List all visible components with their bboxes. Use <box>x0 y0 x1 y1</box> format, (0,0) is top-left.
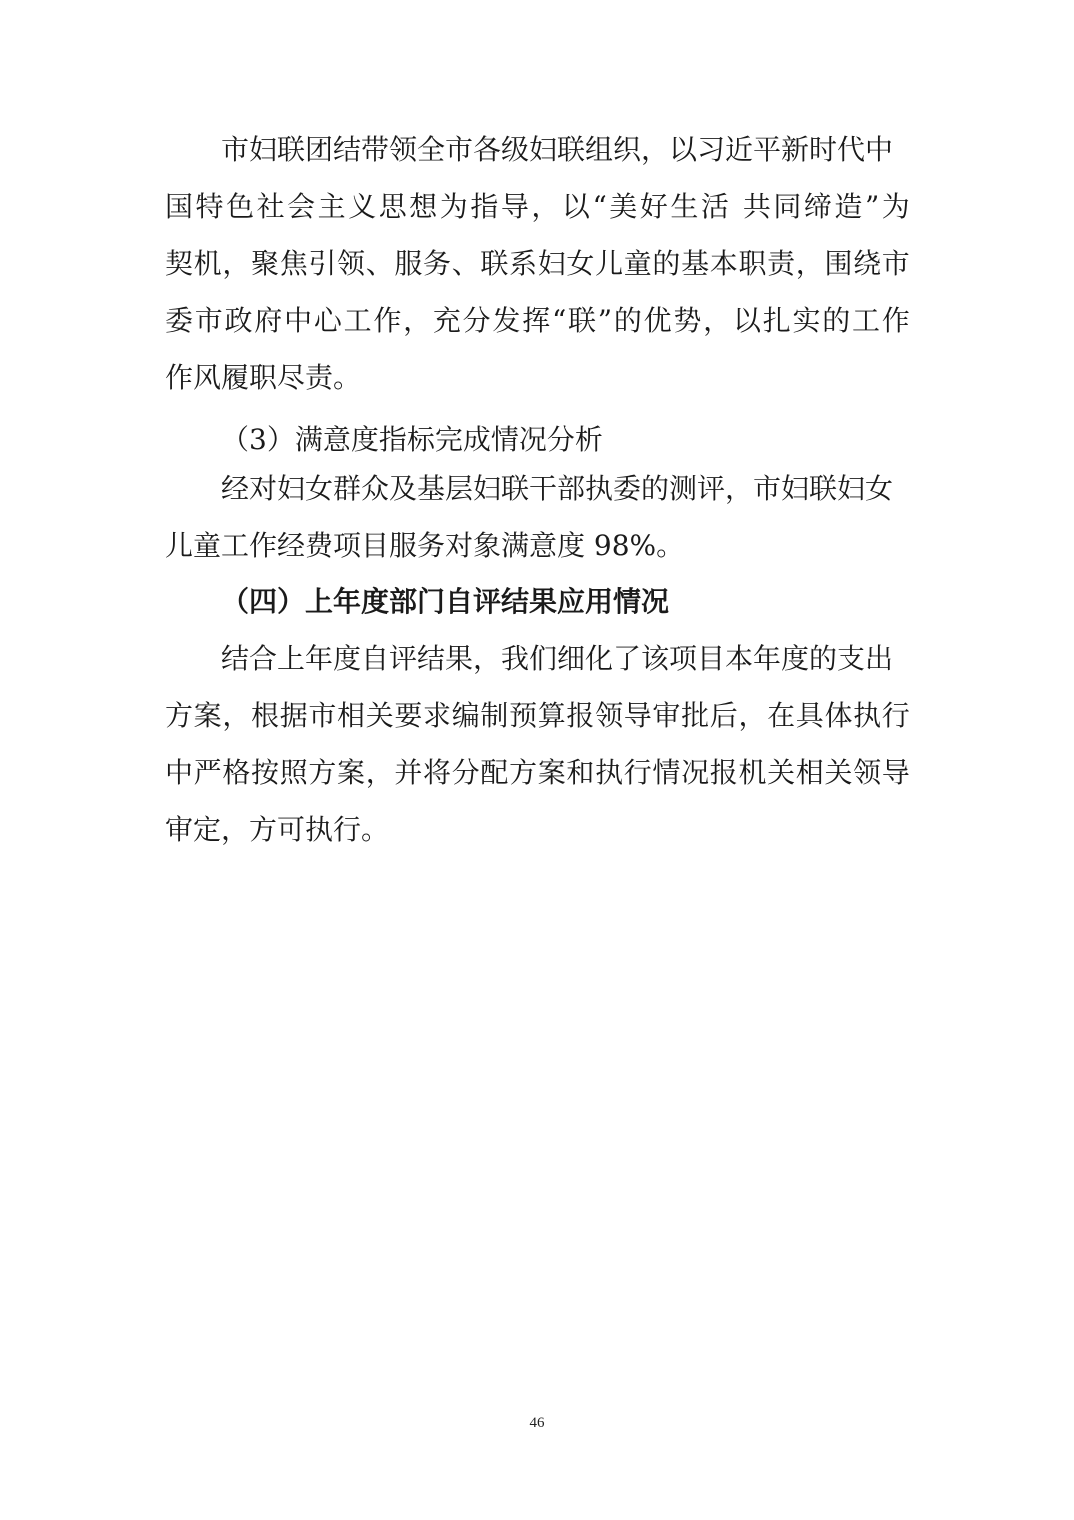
paragraph1-line-3: 契 机 ， 聚 焦 引 领 、 服 务 、 联 系 妇 女 儿 童 的 基 本 职 责 ， 围 绕 市 <box>165 247 910 280</box>
paragraph2-line-2: 儿童工作经费项目服务对象满意度 98%。 <box>165 529 685 562</box>
paragraph1-line-1: 市妇联团结带领全市各级妇联组织，以习近平新时代中 <box>221 133 894 166</box>
paragraph3-line-3: 中 严 格 按 照 方 案 ， 并 将 分 配 方 案 和 执 行 情 况 报 机 关 相 关 领 导 <box>165 756 910 789</box>
page-number: 46 <box>529 1415 545 1431</box>
paragraph3-line-4: 审定，方可执行。 <box>165 813 390 846</box>
paragraph2-line-1: 经对妇女群众及基层妇联干部执委的测评，市妇联妇女 <box>221 472 894 505</box>
subheading-satisfaction: （3）满意度指标完成情况分析 <box>221 423 603 456</box>
paragraph1-line-5: 作风履职尽责。 <box>165 361 362 394</box>
paragraph3-line-1: 结合上年度自评结果，我们细化了该项目本年度的支出 <box>221 642 894 675</box>
paragraph1-line-2: 国 特 色 社 会 主 义 思 想 为 指 导 ， 以 “ 美 好 生 活 共 同 缔 造 ” 为 <box>165 190 910 223</box>
section-heading: （四）上年度部门自评结果应用情况 <box>221 585 670 618</box>
paragraph1-line-4: 委 市 政 府 中 心 工 作 ， 充 分 发 挥 “ 联 ” 的 优 势 ， 以 扎 实 的 工 作 <box>165 304 910 337</box>
paragraph3-line-2: 方 案 ， 根 据 市 相 关 要 求 编 制 预 算 报 领 导 审 批 后 ， 在 具 体 执 行 <box>165 699 910 732</box>
